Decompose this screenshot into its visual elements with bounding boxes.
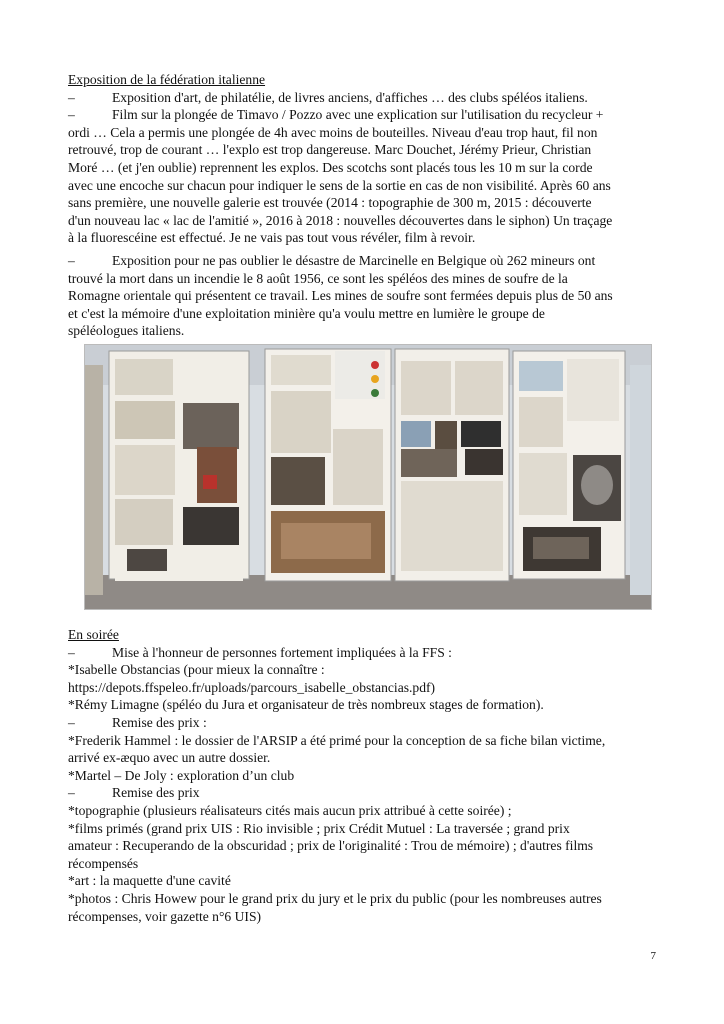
paragraph-line: retrouvé, trop de courant … l'explo est trop dangereuse. Marc Douchet, Jérémy Prieur, Christian: [68, 142, 592, 158]
list-line: [68, 837, 664, 855]
list-text: *topographie (plusieurs réalisateurs cités mais aucun prix attribué à cette soirée) ;: [68, 802, 512, 818]
list-line: [68, 890, 664, 908]
list-text: *films primés (grand prix UIS : Rio invisible ; prix Crédit Mutuel : La traversée ; grand prix: [68, 820, 570, 836]
paragraph-item: [68, 89, 664, 107]
page-number: 7: [650, 950, 656, 962]
list-item: [68, 644, 664, 662]
list-text: https://depots.ffspeleo.fr/uploads/parcours_isabelle_obstancias.pdf): [68, 679, 436, 695]
list-text: récompensés: [68, 855, 139, 871]
dash-bullet: –: [68, 253, 75, 268]
list-text: Remise des prix: [112, 785, 200, 801]
list-text: *art : la maquette d'une cavité: [68, 873, 231, 889]
paragraph-text: Exposition pour ne pas oublier le désastre de Marcinelle en Belgique où 262 mineurs ont: [112, 253, 596, 268]
section-evening: [68, 626, 664, 925]
section-marcinelle: [68, 252, 664, 340]
section-heading: Exposition de la fédération italienne: [68, 72, 266, 87]
exhibition-photo: [84, 344, 652, 610]
list-text: récompenses, voir gazette n°6 UIS): [68, 908, 262, 924]
evening-list: [68, 644, 664, 926]
list-text: arrivé ex-æquo avec un autre dossier.: [68, 750, 271, 766]
list-text: *Martel – De Joly : exploration d’un club: [68, 767, 295, 783]
dash-bullet: –: [68, 644, 75, 660]
paragraph-text: Film sur la plongée de Timavo / Pozzo avec une explication sur l'utilisation du recycleur +: [112, 107, 604, 123]
paragraph-line: Romagne orientale qui présentent ce travail. Les mines de soufre sont fermées depuis plus de 50 ans: [68, 288, 613, 304]
list-text: Mise à l'honneur de personnes fortement impliquées à la FFS :: [112, 644, 452, 660]
paragraph-line: Moré … (et j'en oublie) reprennent les explos. Des scotchs sont placés tous les 10 m sur la corde: [68, 159, 593, 175]
list-line: [68, 696, 664, 714]
list-text: *photos : Chris Howew pour le grand prix du jury et le prix du public (pour les nombreuses autres: [68, 890, 602, 906]
paragraph-text: Exposition d'art, de philatélie, de livres anciens, d'affiches … des clubs spéléos italiens.: [112, 89, 588, 105]
paragraph-line: avec une encoche sur chacun pour indiquer le sens de la sortie en cas de non visibilité. Après 60 ans: [68, 177, 611, 193]
paragraph-line: spéléologues italiens.: [68, 323, 185, 339]
list-text: *Rémy Limagne (spéléo du Jura et organisateur de très nombreux stages de formation).: [68, 697, 544, 713]
list-line: [68, 908, 664, 926]
list-line: [68, 855, 664, 873]
paragraph-line: à la fluorescéine est effectué. Je ne vais pas tout vous révéler, film à revoir.: [68, 230, 476, 246]
list-text: *Isabelle Obstancias (pour mieux la connaître :: [68, 662, 325, 678]
paragraph-line: trouvé la mort dans un incendie le 8 août 1956, ce sont les spéléos des mines de soufre de la: [68, 270, 568, 286]
paragraph-line: d'un nouveau lac « lac de l'amitié », 2016 à 2018 : nouvelles découvertes dans le siphon) Un traçage: [68, 212, 613, 228]
dash-bullet: –: [68, 107, 75, 123]
list-line: [68, 732, 664, 750]
list-text: Remise des prix :: [112, 714, 207, 730]
paragraph-item: [68, 252, 664, 270]
list-item: [68, 714, 664, 732]
paragraph-line: ordi … Cela a permis une plongée de 4h avec moins de bouteilles. Niveau d'eau trop haut, fil non: [68, 124, 598, 140]
list-line: [68, 802, 664, 820]
paragraph-item: [68, 106, 664, 124]
section-italian-federation: [68, 71, 664, 247]
list-line: [68, 872, 664, 890]
list-line: [68, 679, 664, 697]
list-line: [68, 767, 664, 785]
list-text: *Frederik Hammel : le dossier de l'ARSIP a été primé pour la conception de sa fiche bilan victime,: [68, 732, 606, 748]
list-line: [68, 661, 664, 679]
paragraph-line: et c'est la mémoire d'une exploitation minière qu'a voulu mettre en lumière le groupe de: [68, 305, 545, 321]
section-heading: En soirée: [68, 627, 119, 642]
list-line: [68, 749, 664, 767]
dash-bullet: –: [68, 89, 75, 105]
exhibition-photo-illustration: [85, 345, 651, 609]
paragraph-line: sans première, une nouvelle galerie est trouvée (2014 : topographie de 300 m, 2015 : découverte: [68, 195, 592, 211]
list-text: amateur : Recuperando de la obscuridad ; prix de l'originalité : Trou de mémoire) ; d'autres films: [68, 838, 594, 854]
dash-bullet: –: [68, 714, 75, 730]
dash-bullet: –: [68, 785, 75, 801]
list-item: [68, 784, 664, 802]
list-line: [68, 820, 664, 838]
